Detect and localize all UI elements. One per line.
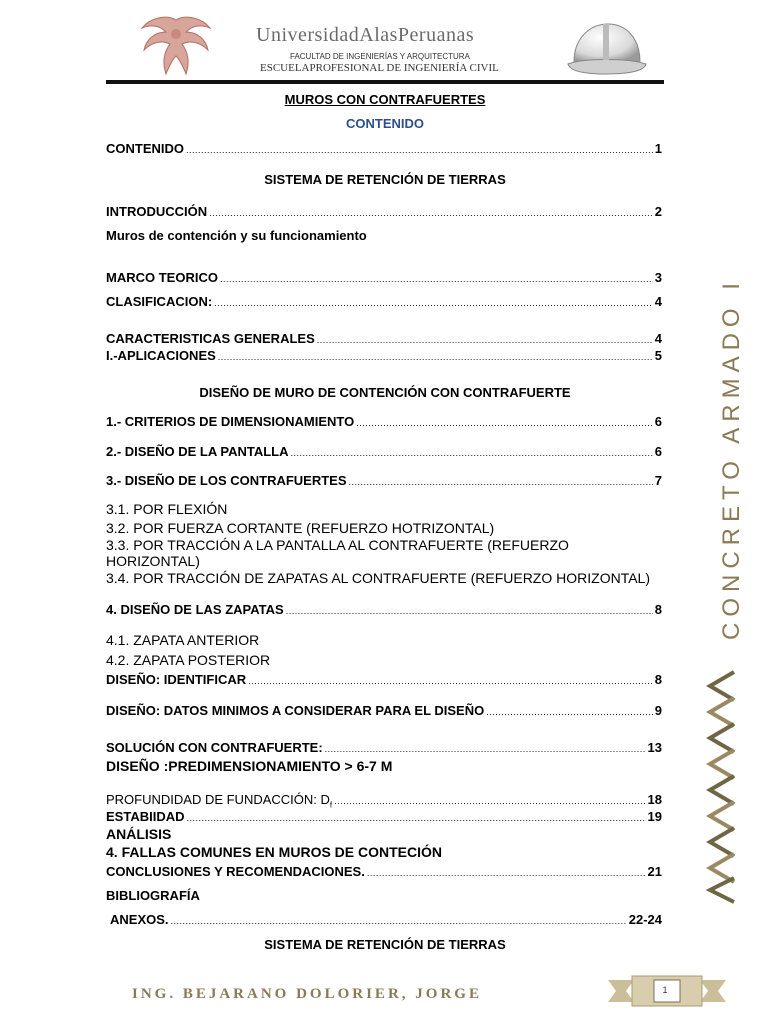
toc-page: 1 xyxy=(654,141,662,156)
university-name: UniversidadAlasPeruanas xyxy=(256,24,475,46)
toc-entry-zapatas[interactable] xyxy=(106,602,662,617)
toc-label: DISEÑO: IDENTIFICAR xyxy=(106,672,247,687)
toc-label: CONTENIDO xyxy=(106,141,184,156)
dot-leader xyxy=(248,676,653,686)
faculty-name: FACULTAD DE INGENIERÍAS Y ARQUITECTURA xyxy=(290,52,470,61)
toc-subtitle: ANÁLISIS xyxy=(106,826,172,842)
contents-heading: CONTENIDO xyxy=(346,116,424,131)
toc-entry-clasificacion[interactable] xyxy=(106,294,662,309)
toc-label: INTRODUCCIÓN xyxy=(106,204,208,219)
toc-subtitle: BIBLIOGRAFÍA xyxy=(106,888,200,903)
section-heading: SISTEMA DE RETENCIÓN DE TIERRAS xyxy=(264,937,506,952)
toc-page: 4 xyxy=(654,294,662,309)
toc-label: ESTABIIDAD xyxy=(106,809,185,824)
toc-entry-criterios[interactable] xyxy=(106,414,662,429)
toc-label: CONCLUSIONES Y RECOMENDACIONES. xyxy=(106,864,365,879)
toc-label: SOLUCIÓN CON CONTRAFUERTE: xyxy=(106,740,323,755)
toc-label: PROFUNDIDAD DE FUNDACCIÓN: $D_f$ xyxy=(106,792,333,810)
dot-leader xyxy=(349,477,653,487)
toc-entry-estabilidad[interactable] xyxy=(106,809,662,824)
toc-subitem: 4.1. ZAPATA ANTERIOR xyxy=(106,632,260,648)
toc-entry-solucion[interactable] xyxy=(106,740,662,755)
page-number: 1 xyxy=(662,985,668,995)
toc-entry-aplicaciones[interactable] xyxy=(106,348,662,363)
side-banner-text: CONCRETO ARMADO I xyxy=(718,277,745,640)
dot-leader xyxy=(486,707,653,717)
toc-label: MARCO TEORICO xyxy=(106,270,218,285)
section-heading: DISEÑO DE MURO DE CONTENCIÓN CON CONTRAFUERTE xyxy=(199,385,571,400)
dot-leader xyxy=(290,448,652,458)
hard-hat-icon xyxy=(564,18,648,80)
toc-page: 19 xyxy=(647,809,662,824)
toc-page: 7 xyxy=(654,473,662,488)
dot-leader xyxy=(218,352,653,362)
section-heading: SISTEMA DE RETENCIÓN DE TIERRAS xyxy=(264,172,506,187)
toc-label: CARACTERISTICAS GENERALES xyxy=(106,331,315,346)
toc-entry-conclusiones[interactable] xyxy=(106,864,662,879)
toc-page: 6 xyxy=(654,414,662,429)
toc-page: 13 xyxy=(647,740,662,755)
toc-page: 8 xyxy=(654,602,662,617)
dot-leader xyxy=(317,335,653,345)
toc-entry-contrafuertes[interactable] xyxy=(106,473,662,488)
document-title: MUROS CON CONTRAFUERTES xyxy=(284,92,486,107)
toc-entry-contenido[interactable] xyxy=(106,141,662,156)
toc-page: 8 xyxy=(654,672,662,687)
toc-subitem: 3.3. POR TRACCIÓN A LA PANTALLA AL CONTRAFUERTE (REFUERZO xyxy=(106,537,569,553)
toc-label: CLASIFICACION: xyxy=(106,294,213,309)
chevron-pattern-icon xyxy=(704,668,738,904)
toc-entry-identificar[interactable] xyxy=(106,672,662,687)
toc-label: 2.- DISEÑO DE LA PANTALLA xyxy=(106,444,289,459)
toc-subtitle: Muros de contención y su funcionamiento xyxy=(106,228,367,243)
dot-leader xyxy=(171,916,627,926)
toc-label: DISEÑO: DATOS MINIMOS A CONSIDERAR PARA EL DISEÑO xyxy=(106,703,485,718)
toc-entry-pantalla[interactable] xyxy=(106,444,662,459)
dot-leader xyxy=(334,796,645,806)
dot-leader xyxy=(186,145,653,155)
toc-subitem: 3.2. POR FUERZA CORTANTE (REFUERZO HOTRIZONTAL) xyxy=(106,520,495,536)
toc-entry-profundidad[interactable] xyxy=(106,792,662,810)
toc-entry-anexos[interactable] xyxy=(110,912,662,927)
dot-leader xyxy=(186,813,645,823)
toc-label-subscript: f xyxy=(329,800,333,810)
toc-subitem: 3.4. POR TRACCIÓN DE ZAPATAS AL CONTRAFUERTE (REFUERZO HORIZONTAL) xyxy=(106,570,650,586)
dot-leader xyxy=(325,744,646,754)
header-rule xyxy=(106,80,664,84)
toc-label: 4. DISEÑO DE LAS ZAPATAS xyxy=(106,602,284,617)
dot-leader xyxy=(220,274,653,284)
toc-page: 3 xyxy=(654,270,662,285)
toc-page: 2 xyxy=(654,204,662,219)
dot-leader xyxy=(367,868,646,878)
dot-leader xyxy=(214,298,653,308)
toc-entry-marco-teorico[interactable] xyxy=(106,270,662,285)
footer-author: ING. BEJARANO DOLORIER, JORGE xyxy=(132,986,482,1002)
university-logo-icon xyxy=(136,12,216,82)
dot-leader xyxy=(286,606,653,616)
toc-label: ANEXOS. xyxy=(110,912,169,927)
dot-leader xyxy=(209,208,653,218)
school-name: ESCUELAPROFESIONAL DE INGENIERÍA CIVIL xyxy=(260,62,499,74)
dot-leader xyxy=(356,418,653,428)
toc-page: 4 xyxy=(654,331,662,346)
toc-subitem: 3.1. POR FLEXIÓN xyxy=(106,501,228,517)
toc-entry-datos-minimos[interactable] xyxy=(106,703,662,718)
toc-page: 5 xyxy=(654,348,662,363)
toc-page: 9 xyxy=(654,703,662,718)
toc-subitem: HORIZONTAL) xyxy=(106,553,200,569)
toc-page: 22-24 xyxy=(628,912,662,927)
toc-subtitle: 4. FALLAS COMUNES EN MUROS DE CONTECIÓN xyxy=(106,844,443,860)
toc-label: I.-APLICACIONES xyxy=(106,348,216,363)
toc-subtitle: DISEÑO :PREDIMENSIONAMIENTO > 6-7 M xyxy=(106,758,393,774)
toc-subitem: 4.2. ZAPATA POSTERIOR xyxy=(106,652,271,668)
toc-label: 3.- DISEÑO DE LOS CONTRAFUERTES xyxy=(106,473,347,488)
toc-entry-caracteristicas[interactable] xyxy=(106,331,662,346)
toc-label: 1.- CRITERIOS DE DIMENSIONAMIENTO xyxy=(106,414,355,429)
toc-page: 6 xyxy=(654,444,662,459)
toc-entry-introduccion[interactable] xyxy=(106,204,662,219)
toc-page: 21 xyxy=(647,864,662,879)
toc-page: 18 xyxy=(647,792,662,807)
